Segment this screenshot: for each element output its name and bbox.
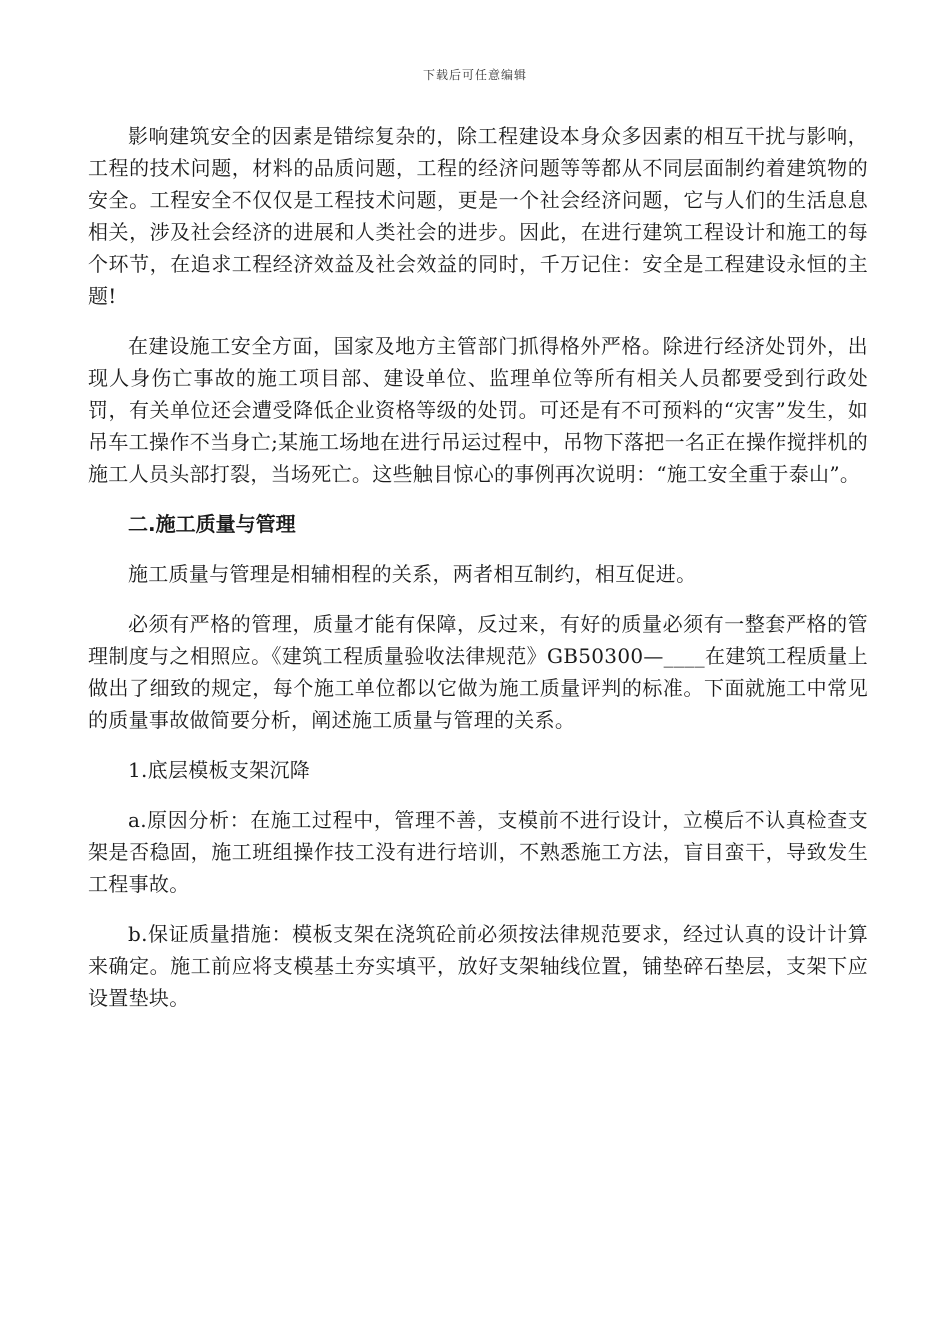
- paragraph-strict-management: 必须有严格的管理，质量才能有保障，反过来，有好的质量必须有一整套严格的管理制度与之相照应。《建筑工程质量验收法律规范》GB50300—____在建筑工程质量上做出了细致的规定，每个施工单位都以它做为施工质量评判的标准。下面就施工中常见的质量事故做简要分析，阐述施工质量与管理的关系。: [88, 612, 868, 732]
- paragraph-cause-analysis: a.原因分析：在施工过程中，管理不善，支模前不进行设计，立模后不认真检查支架是否稳固，施工班组操作技工没有进行培训，不熟悉施工方法，盲目蛮干，导致发生工程事故。: [88, 808, 868, 896]
- page-header: 下载后可任意编辑: [422, 68, 527, 82]
- paragraph-quality-relation: 施工质量与管理是相辅相程的关系，两者相互制约，相互促进。: [128, 562, 697, 586]
- subsection-title-formwork-settlement: 1.底层模板支架沉降: [128, 758, 311, 782]
- section-heading-quality-management: 二.施工质量与管理: [128, 512, 296, 536]
- document-body: [88, 120, 868, 1014]
- paragraph-quality-measures: b.保证质量措施：模板支架在浇筑砼前必须按法律规范要求，经过认真的设计计算来确定。施工前应将支模基土夯实填平，放好支架轴线位置，铺垫碎石垫层，支架下应设置垫块。: [88, 922, 868, 1010]
- paragraph-building-safety-factors: 影响建筑安全的因素是错综复杂的，除工程建设本身众多因素的相互干扰与影响，工程的技术问题，材料的品质问题，工程的经济问题等等都从不同层面制约着建筑物的安全。工程安全不仅仅是工程技术问题，更是一个社会经济问题，它与人们的生活息息相关，涉及社会经济的进展和人类社会的进步。因此，在进行建筑工程设计和施工的每个环节，在追求工程经济效益及社会效益的同时，千万记住：安全是工程建设永恒的主题!: [88, 124, 868, 308]
- paragraph-construction-safety: 在建设施工安全方面，国家及地方主管部门抓得格外严格。除进行经济处罚外，出现人身伤亡事故的施工项目部、建设单位、监理单位等所有相关人员都要受到行政处罚，有关单位还会遭受降低企业资格等级的处罚。可还是有不可预料的“灾害”发生，如吊车工操作不当身亡;某施工场地在进行吊运过程中，吊物下落把一名正在操作搅拌机的施工人员头部打裂，当场死亡。这些触目惊心的事例再次说明：“施工安全重于泰山”。: [88, 334, 868, 486]
